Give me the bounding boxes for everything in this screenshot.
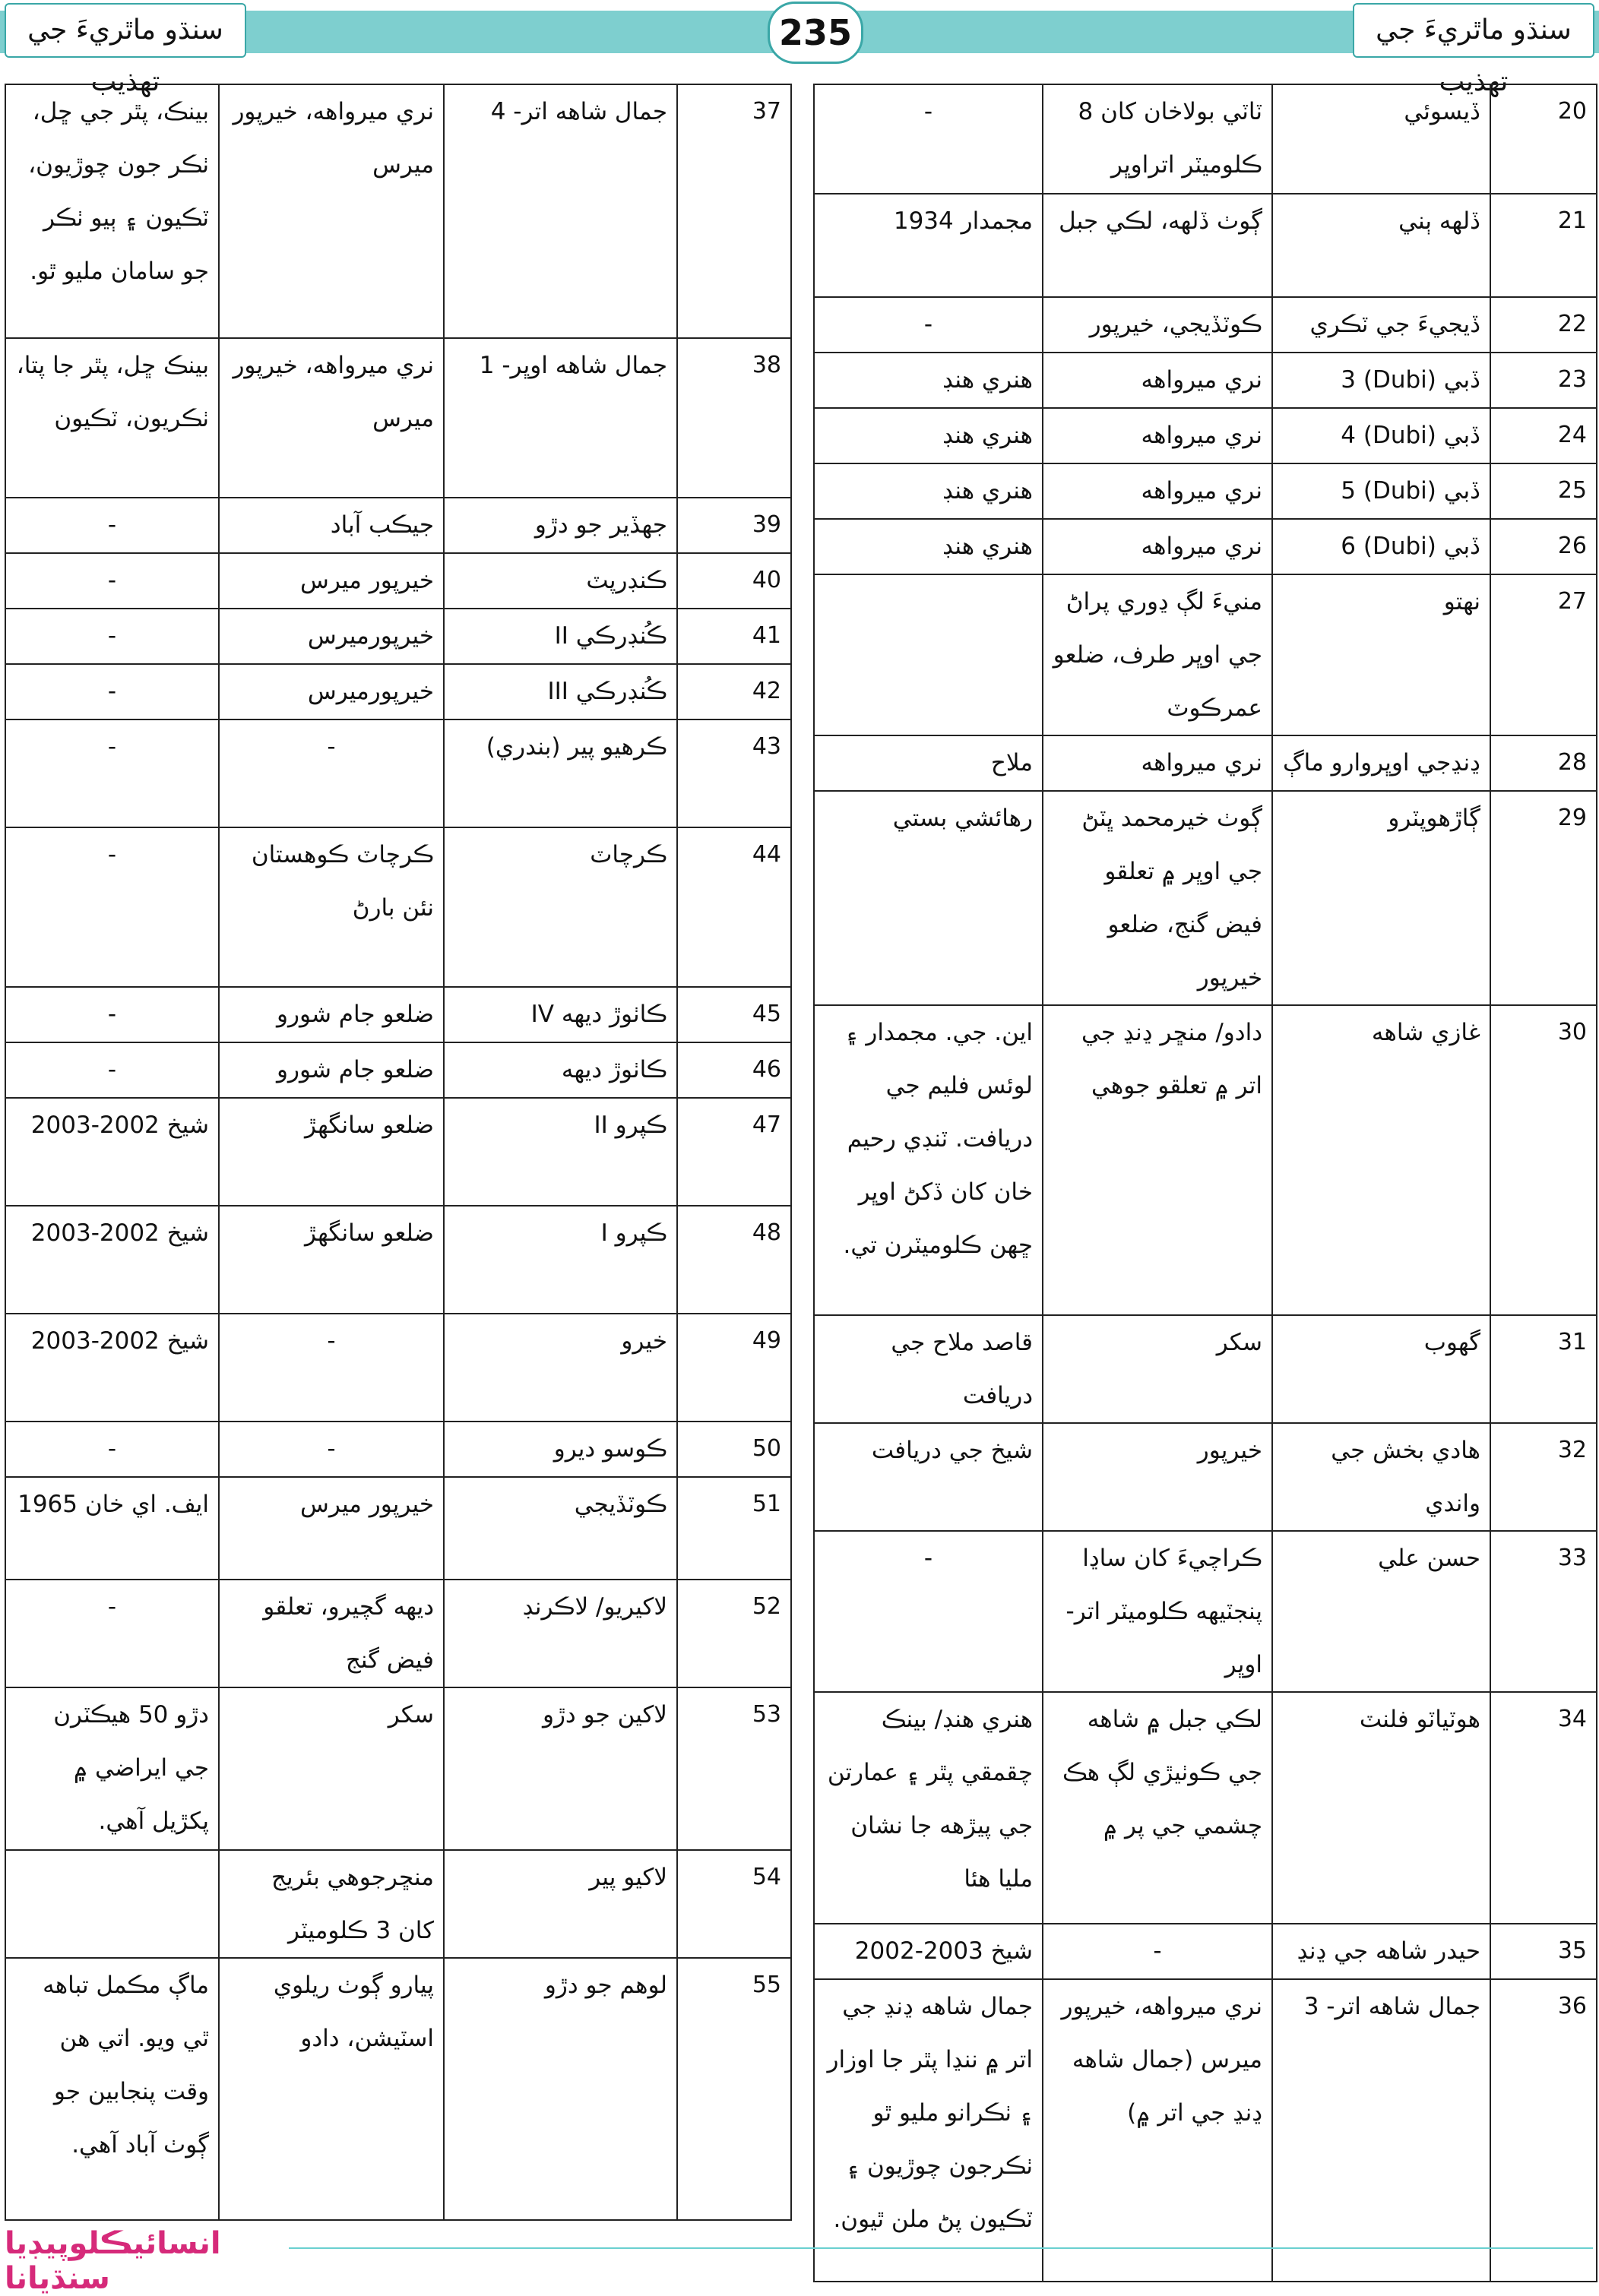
cell-location: نري ميرواهه، خيرپور ميرس (جمال شاهه ڍنڍ جي اتر ۾) [1043, 1979, 1272, 2282]
cell-notes: - [814, 1531, 1043, 1692]
cell-site-name: لاکيو پير [444, 1850, 677, 1958]
cell-location: نري ميرواهه [1043, 519, 1272, 574]
cell-notes: ايف. اي خان 1965 [5, 1477, 219, 1580]
table-row [814, 735, 1597, 791]
cell-location: پيارو ڳوٺ ريلوي اسٽيشن، دادو [219, 1958, 444, 2220]
cell-number: 27 [1490, 574, 1597, 735]
table-row [814, 791, 1597, 1005]
cell-site-name: ڏيجيءَ جي ٽڪري [1272, 297, 1490, 353]
cell-notes: جمال شاهه ڍنڍ جي اتر ۾ ننڍا پٿر جا اوزار ۽ ٺڪرانو مليو ٿو ٺڪرجون چوڙيون ۽ ٽڪيون پڻ ملن ٿيون. [814, 1979, 1043, 2282]
cell-site-name: ڪرهيو پير (بندري) [444, 719, 677, 827]
cell-site-name: گهوب [1272, 1315, 1490, 1423]
cell-location: ڪرچاٽ ڪوهستان نئن بارڻ [219, 827, 444, 987]
table-row [814, 463, 1597, 519]
table-row [5, 719, 791, 827]
cell-notes: - [5, 1422, 219, 1477]
cell-site-name: ڪپرو I [444, 1206, 677, 1314]
cell-number: 44 [677, 827, 791, 987]
cell-site-name: جهڏير جو دڙو [444, 498, 677, 553]
cell-location: خيرپورميرس [219, 609, 444, 664]
table-row [5, 1687, 791, 1850]
cell-number: 28 [1490, 735, 1597, 791]
table-row [5, 84, 791, 338]
table-row [814, 1423, 1597, 1531]
table-row [814, 408, 1597, 463]
cell-site-name: ڏبي (Dubi) 3 [1272, 353, 1490, 408]
cell-site-name: لاکين جو دڙو [444, 1687, 677, 1850]
cell-site-name: ڪُنڊرڪي III [444, 664, 677, 719]
cell-site-name: لوهم جو دڙو [444, 1958, 677, 2220]
page-number: 235 [768, 2, 863, 64]
cell-location: ڪراچيءَ کان ساڍا پنجٽيهه ڪلوميٽر اتر-اوڀر [1043, 1531, 1272, 1692]
cell-notes: - [5, 553, 219, 609]
cell-site-name: ڍنڍجي اوڀروارو ماڳ [1272, 735, 1490, 791]
cell-number: 37 [677, 84, 791, 338]
cell-number: 22 [1490, 297, 1597, 353]
cell-notes [814, 574, 1043, 735]
header-title-right: سنڌو ماٿريءَ جي تهذيب [1353, 3, 1594, 58]
cell-location: ضلعو جام شورو [219, 1042, 444, 1098]
cell-location: - [1043, 1924, 1272, 1979]
cell-location: دادو/ منڇر ڍنڍ جي اتر ۾ تعلقو جوهي [1043, 1005, 1272, 1315]
table-row [5, 987, 791, 1042]
cell-location: نري ميرواهه، خيرپور ميرس [219, 84, 444, 338]
cell-location: خيرپور ميرس [219, 1477, 444, 1580]
cell-number: 54 [677, 1850, 791, 1958]
cell-notes: بينڪ ڇل، پٿر جا پتا، ٺڪريون، ٽڪيون [5, 338, 219, 498]
cell-number: 36 [1490, 1979, 1597, 2282]
cell-site-name: ڪُنڊرڪي II [444, 609, 677, 664]
cell-site-name: لاکيريو/ لاڪرنڊ [444, 1580, 677, 1687]
table-row [814, 1692, 1597, 1924]
cell-notes: ملاح [814, 735, 1043, 791]
table-row [5, 1580, 791, 1687]
table-row [5, 553, 791, 609]
cell-notes: شيخ 2003-2002 [814, 1924, 1043, 1979]
cell-site-name: خيرو [444, 1314, 677, 1422]
cell-notes: رهائشي بستي [814, 791, 1043, 1005]
table-row [814, 519, 1597, 574]
cell-notes: - [5, 609, 219, 664]
cell-notes: دڙو 50 هيڪٽرن جي ايراضي ۾ پکڙيل آهي. [5, 1687, 219, 1850]
cell-notes: شيخ 2002-2003 [5, 1098, 219, 1206]
cell-location: نري ميرواهه [1043, 463, 1272, 519]
cell-location: ضلعو سانگهڙ [219, 1206, 444, 1314]
cell-location: ضلعو سانگهڙ [219, 1098, 444, 1206]
cell-notes: بينڪ، پٿر جي ڇل، ٺڪر جون چوڙيون، ٽڪيون ۽ ٻيو ٺڪر جو سامان مليو ٿو. [5, 84, 219, 338]
cell-number: 47 [677, 1098, 791, 1206]
cell-number: 38 [677, 338, 791, 498]
footer-rule [289, 2247, 1593, 2249]
cell-location: خيرپورميرس [219, 664, 444, 719]
cell-location: جيڪب آباد [219, 498, 444, 553]
cell-number: 21 [1490, 194, 1597, 297]
cell-site-name: جمال شاهه اتر- 3 [1272, 1979, 1490, 2282]
cell-location: سکر [219, 1687, 444, 1850]
cell-location: منڇرجوهي بئريج کان 3 ڪلوميٽر [219, 1850, 444, 1958]
cell-site-name: هوٽياٽو فلنٽ [1272, 1692, 1490, 1924]
cell-location: سکر [1043, 1315, 1272, 1423]
table-row [5, 1958, 791, 2220]
table-row [5, 1477, 791, 1580]
cell-site-name: غازي شاهه [1272, 1005, 1490, 1315]
cell-notes: - [814, 297, 1043, 353]
cell-notes: اين. جي. مجمدار ۽ لوئس فليم جي دريافت. ٽنڊي رحيم خان کان ڏکڻ اوڀر ڇهن ڪلوميٽرن تي. [814, 1005, 1043, 1315]
cell-notes: ماڳ مڪمل تباهه ٿي ويو. اتي هن وقت پنجابين جو ڳوٺ آباد آهي. [5, 1958, 219, 2220]
cell-notes: هنري هنڊ [814, 408, 1043, 463]
page-header [0, 0, 1599, 97]
cell-notes: - [5, 1042, 219, 1098]
cell-location: ڳوٺ خيرمحمد ڀٽڻ جي اوڀر ۾ تعلقو فيض گنج، ضلعو خيرپور [1043, 791, 1272, 1005]
cell-site-name: حسن علي [1272, 1531, 1490, 1692]
cell-location: خيرپور [1043, 1423, 1272, 1531]
table-row [5, 1098, 791, 1206]
cell-number: 49 [677, 1314, 791, 1422]
cell-number: 53 [677, 1687, 791, 1850]
cell-notes: - [814, 84, 1043, 194]
cell-location: ديهه گچيرو، تعلقو فيض گنج [219, 1580, 444, 1687]
cell-location: ڪوٽڏيجي، خيرپور [1043, 297, 1272, 353]
cell-notes: - [5, 664, 219, 719]
table-left [5, 84, 792, 2221]
table-row [5, 338, 791, 498]
cell-notes: شيخ جي دريافت [814, 1423, 1043, 1531]
cell-site-name: ڏبي (Dubi) 5 [1272, 463, 1490, 519]
cell-number: 24 [1490, 408, 1597, 463]
table-row [814, 84, 1597, 194]
cell-location: ضلعو جام شورو [219, 987, 444, 1042]
cell-number: 33 [1490, 1531, 1597, 1692]
cell-number: 48 [677, 1206, 791, 1314]
cell-location: - [219, 719, 444, 827]
table-row [814, 194, 1597, 297]
cell-number: 52 [677, 1580, 791, 1687]
cell-number: 23 [1490, 353, 1597, 408]
table-row [814, 1315, 1597, 1423]
cell-site-name: جمال شاهه اوڀر- 1 [444, 338, 677, 498]
cell-site-name: ڪپرو II [444, 1098, 677, 1206]
table-row [814, 574, 1597, 735]
cell-location: نري ميرواهه [1043, 408, 1272, 463]
cell-number: 45 [677, 987, 791, 1042]
cell-site-name: نهتو [1272, 574, 1490, 735]
cell-number: 30 [1490, 1005, 1597, 1315]
table-row [5, 1422, 791, 1477]
cell-notes: مجمدار 1934 [814, 194, 1043, 297]
table-row [5, 1206, 791, 1314]
cell-notes: - [5, 498, 219, 553]
cell-number: 41 [677, 609, 791, 664]
table-row [814, 1979, 1597, 2282]
cell-site-name: ڪرچاٽ [444, 827, 677, 987]
cell-number: 40 [677, 553, 791, 609]
cell-location: منيءَ لڳ ڍوري پراڻ جي اوڀر طرف، ضلعو عمرڪوٽ [1043, 574, 1272, 735]
footer-title: انسائيڪلوپيڊيا سنڌيانا [5, 2226, 221, 2296]
cell-number: 43 [677, 719, 791, 827]
table-row [814, 1924, 1597, 1979]
cell-location: نري ميرواهه [1043, 735, 1272, 791]
cell-site-name: ڏيسوئي [1272, 84, 1490, 194]
cell-number: 32 [1490, 1423, 1597, 1531]
cell-site-name: ڏبي (Dubi) 6 [1272, 519, 1490, 574]
cell-site-name: حيدر شاهه جي ڍنڍ [1272, 1924, 1490, 1979]
table-row [5, 827, 791, 987]
table-row [814, 1531, 1597, 1692]
cell-notes: - [5, 1580, 219, 1687]
table-row [5, 1850, 791, 1958]
cell-number: 26 [1490, 519, 1597, 574]
cell-notes: هنري هنڊ [814, 463, 1043, 519]
cell-notes: - [5, 719, 219, 827]
table-row [5, 1042, 791, 1098]
table-row [5, 609, 791, 664]
cell-number: 42 [677, 664, 791, 719]
table-right [813, 84, 1597, 2282]
cell-site-name: ڪنڊرپٽ [444, 553, 677, 609]
cell-site-name: ڪاٺوڙ ديهه IV [444, 987, 677, 1042]
cell-number: 29 [1490, 791, 1597, 1005]
cell-number: 35 [1490, 1924, 1597, 1979]
cell-location: ڳوٺ ڏلهه، لڪي جبل [1043, 194, 1272, 297]
cell-notes: - [5, 827, 219, 987]
cell-site-name: ڏبي (Dubi) 4 [1272, 408, 1490, 463]
cell-notes: هنري هنڊ [814, 353, 1043, 408]
cell-notes: هنري هنڊ/ بينڪ چقمقي پٿر ۽ عمارتن جي پيڙهه جا نشان مليا هئا [814, 1692, 1043, 1924]
cell-number: 34 [1490, 1692, 1597, 1924]
table-row [814, 297, 1597, 353]
cell-notes: هنري هنڊ [814, 519, 1043, 574]
cell-number: 50 [677, 1422, 791, 1477]
table-row [5, 664, 791, 719]
cell-number: 25 [1490, 463, 1597, 519]
cell-site-name: ڪوسو ديرو [444, 1422, 677, 1477]
cell-location: نري ميرواهه [1043, 353, 1272, 408]
cell-location: - [219, 1422, 444, 1477]
cell-number: 39 [677, 498, 791, 553]
cell-site-name: ڳاڙهوپٽرو [1272, 791, 1490, 1005]
cell-location: - [219, 1314, 444, 1422]
cell-notes: قاصد ملاح جي دريافت [814, 1315, 1043, 1423]
cell-site-name: هادي بخش جي واندي [1272, 1423, 1490, 1531]
cell-notes: - [5, 987, 219, 1042]
cell-notes: شيخ 2002-2003 [5, 1206, 219, 1314]
cell-location: خيرپور ميرس [219, 553, 444, 609]
cell-site-name: ڪوٽڏيجي [444, 1477, 677, 1580]
table-row [814, 353, 1597, 408]
table-row [5, 1314, 791, 1422]
cell-number: 20 [1490, 84, 1597, 194]
cell-site-name: جمال شاهه اتر- 4 [444, 84, 677, 338]
cell-number: 51 [677, 1477, 791, 1580]
cell-location: ٽاٽي بولاخان کان 8 ڪلوميٽر اتراوڀر [1043, 84, 1272, 194]
header-title-left: سنڌو ماٿريءَ جي تهذيب [5, 3, 246, 58]
cell-number: 55 [677, 1958, 791, 2220]
cell-location: نري ميرواهه، خيرپور ميرس [219, 338, 444, 498]
cell-number: 46 [677, 1042, 791, 1098]
cell-site-name: ڏلهه ٻني [1272, 194, 1490, 297]
cell-number: 31 [1490, 1315, 1597, 1423]
cell-notes: شيخ 2002-2003 [5, 1314, 219, 1422]
cell-site-name: ڪاٺوڙ ديهه [444, 1042, 677, 1098]
table-row [814, 1005, 1597, 1315]
cell-notes [5, 1850, 219, 1958]
cell-location: لڪي جبل ۾ شاهه جي ڪوٺيڙي لڳ هڪ چشمي جي پر ۾ [1043, 1692, 1272, 1924]
table-row [5, 498, 791, 553]
